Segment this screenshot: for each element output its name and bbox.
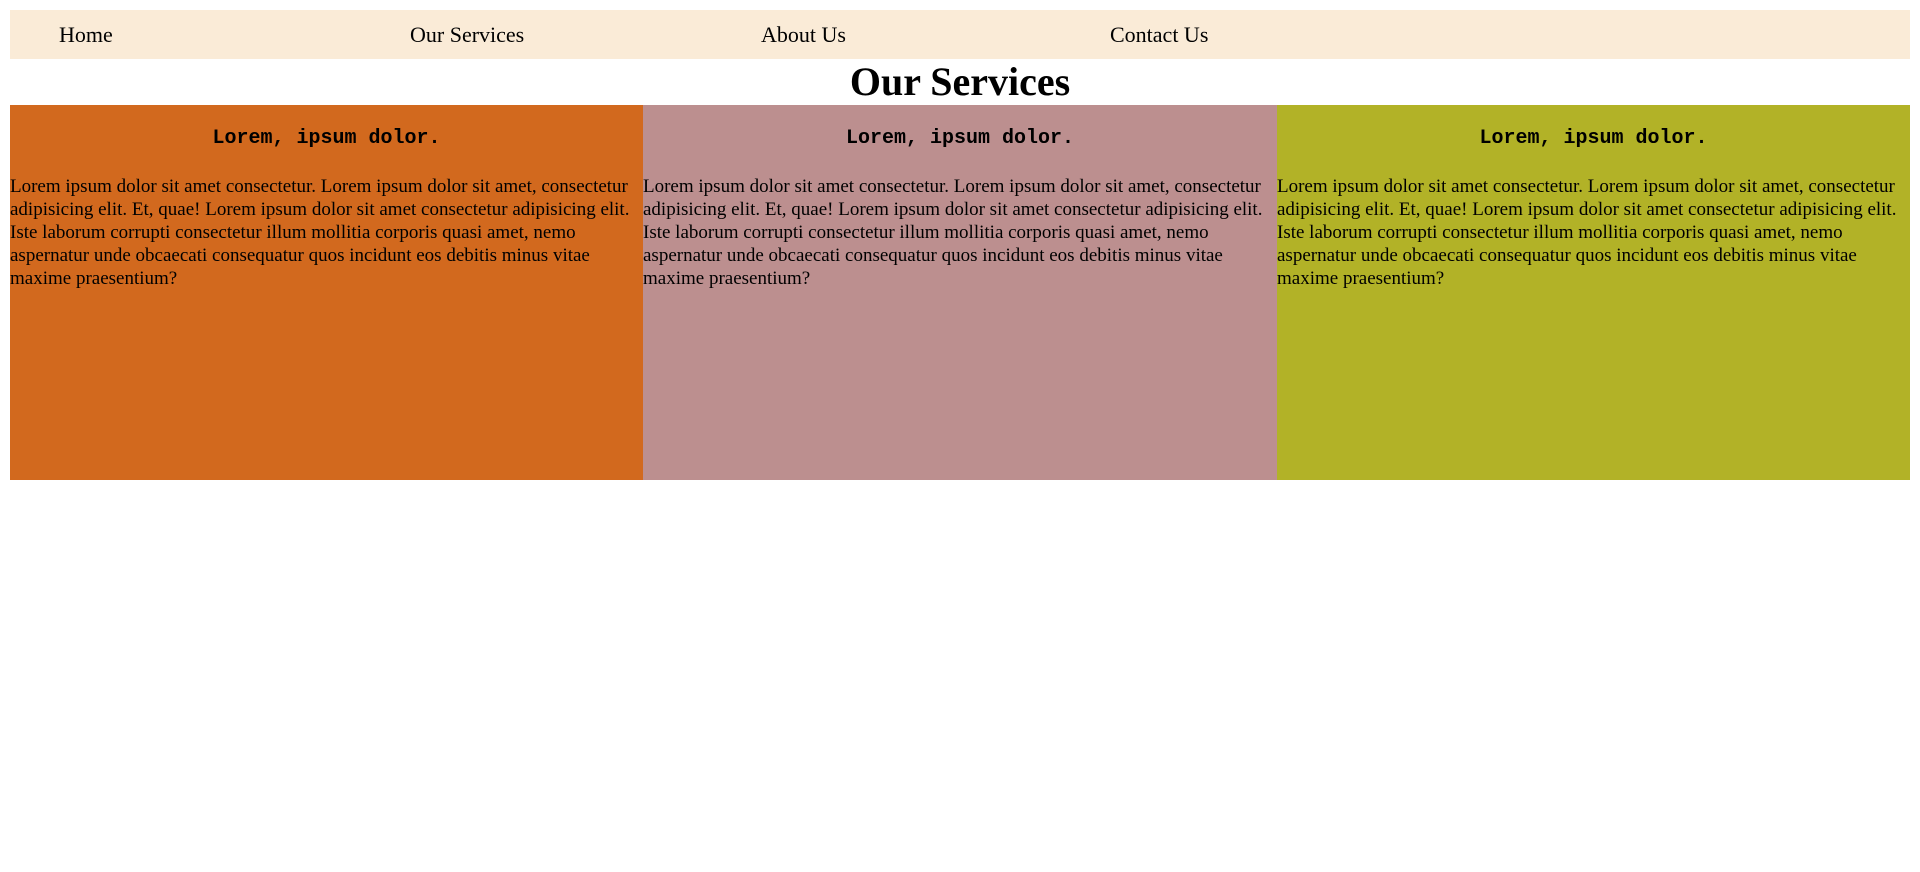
service-card-title: Lorem, ipsum dolor. bbox=[212, 127, 441, 150]
service-card-text-line-2: aspernatur unde obcaecati consequatur quos incidunt eos debitis minus vitae maxime praesentium? bbox=[643, 245, 1223, 289]
nav-link-home[interactable]: Home bbox=[59, 22, 113, 47]
service-card-text bbox=[10, 175, 643, 290]
nav-link-our-services[interactable]: Our Services bbox=[410, 22, 525, 47]
service-card-title: Lorem, ipsum dolor. bbox=[845, 127, 1075, 150]
service-card-text bbox=[1277, 175, 1910, 290]
service-card-text-line-1: Lorem ipsum dolor sit amet consectetur. Lorem ipsum dolor sit amet, consectetur adipisicing elit. Et, quae! Lorem ipsum dolor sit amet consectetur adipisicing elit. Iste laborum corrupti consectetur illum mollitia corporis quasi amet, nemo bbox=[643, 176, 1263, 243]
nav-link-contact-us[interactable]: Contact Us bbox=[1110, 22, 1209, 47]
service-card-2 bbox=[643, 105, 1277, 480]
service-card-text bbox=[643, 175, 1277, 290]
page-title: Our Services bbox=[849, 59, 1071, 104]
service-card-text-line-2: aspernatur unde obcaecati consequatur quos incidunt eos debitis minus vitae maxime praesentium? bbox=[10, 245, 590, 289]
service-card-1 bbox=[10, 105, 643, 480]
service-card-text-line-1: Lorem ipsum dolor sit amet consectetur. Lorem ipsum dolor sit amet, consectetur adipisicing elit. Et, quae! Lorem ipsum dolor sit amet consectetur adipisicing elit. Iste laborum corrupti consectetur illum mollitia corporis quasi amet, nemo bbox=[1277, 176, 1897, 243]
service-card-3 bbox=[1277, 105, 1910, 480]
top-nav-bar bbox=[10, 10, 1910, 59]
service-card-title: Lorem, ipsum dolor. bbox=[1479, 127, 1708, 150]
nav-link-about-us[interactable]: About Us bbox=[761, 22, 846, 47]
service-card-text-line-1: Lorem ipsum dolor sit amet consectetur. Lorem ipsum dolor sit amet, consectetur adipisicing elit. Et, quae! Lorem ipsum dolor sit amet consectetur adipisicing elit. Iste laborum corrupti consectetur illum mollitia corporis quasi amet, nemo bbox=[10, 176, 630, 243]
service-card-text-line-2: aspernatur unde obcaecati consequatur quos incidunt eos debitis minus vitae maxime praesentium? bbox=[1277, 245, 1857, 289]
services-cards bbox=[10, 105, 1910, 480]
